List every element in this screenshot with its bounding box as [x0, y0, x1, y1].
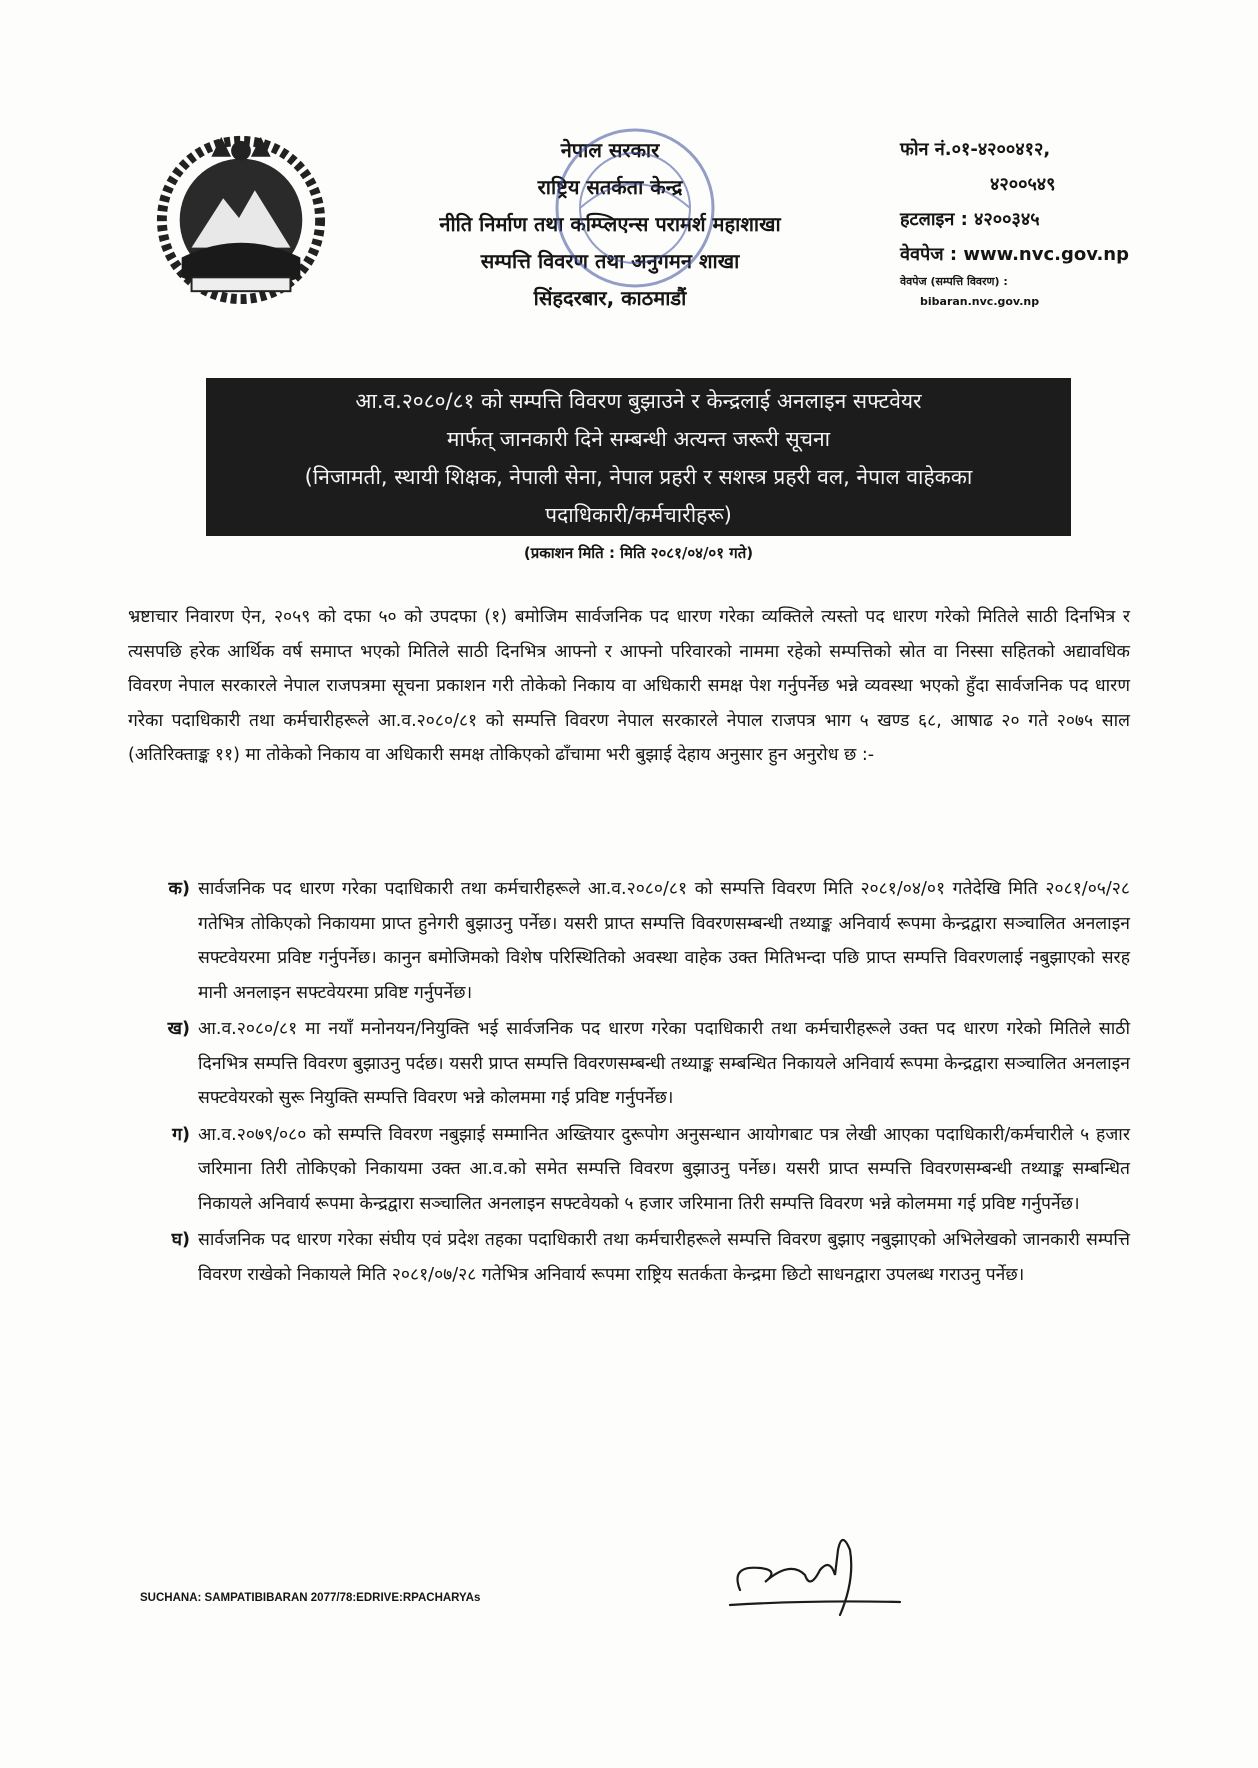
item-text: आ.व.२०८०/८१ मा नयाँ मनोनयन/नियुक्ति भई सार्वजनिक पद धारण गरेका पदाधिकारी तथा कर्मचारीहरूले उक्त पद धारण गरेको मितिले साठी दिनभित्र सम्पत्ति विवरण बुझाउनु पर्दछ। यसरी प्राप्त सम्पत्ति विवरणसम्बन्धी तथ्याङ्क सम्बन्धित निकायले अनिवार्य रूपमा केन्द्रद्वारा सञ्चालित अनलाइन सफ्टवेयरको सुरू नियुक्ति सम्पत्ति विवरण भन्ने कोलममा गई प्रविष्ट गर्नुपर्नेछ।: [198, 1019, 1130, 1108]
title-line: मार्फत् जानकारी दिने सम्बन्धी अत्यन्त जरूरी सूचना: [446, 427, 831, 451]
org-line: राष्ट्रिय सतर्कता केन्द्र: [537, 175, 683, 199]
office-stamp-icon: [540, 120, 730, 295]
asset-webpage-label: वेवपेज (सम्पत्ति विवरण) :: [900, 275, 1008, 288]
webpage: वेवपेज : www.nvc.gov.np: [900, 244, 1130, 265]
notice-title-banner: [206, 378, 1071, 536]
item-text: सार्वजनिक पद धारण गरेका पदाधिकारी तथा कर्मचारीहरूले आ.व.२०८०/८१ को सम्पत्ति विवरण मिति २०८१/०४/०१ गतेदेखि मिति २०८१/०५/२८ गतेभित्र तोकिएको निकायमा प्राप्त हुनेगरी बुझाउनु पर्नेछ। यसरी प्राप्त सम्पत्ति विवरणसम्बन्धी तथ्याङ्क अनिवार्य रूपमा केन्द्रद्वारा सञ्चालित अनलाइन सफ्टवेयरमा प्रविष्ट गर्नुपर्नेछ। कानुन बमोजिमको विशेष परिस्थितिको अवस्था वाहेक उक्त मितिभन्दा पछि प्राप्त सम्पत्ति विवरणलाई नबुझाएको सरह मानी अनलाइन सफ्टवेयरमा प्रविष्ट गर्नुपर्नेछ।: [198, 879, 1130, 1003]
item-marker: घ): [171, 1230, 190, 1250]
publication-date: (प्रकाशन मिति : मिति २०८१/०४/०१ गते): [523, 544, 754, 562]
item-text: सार्वजनिक पद धारण गरेका संघीय एवं प्रदेश तहका पदाधिकारी तथा कर्मचारीहरूले सम्पत्ति विवरण बुझाए नबुझाएको अभिलेखको जानकारी सम्पत्ति विवरण राखेको निकायले मिति २०८१/०७/२८ गतेभित्र अनिवार्य रूपमा राष्ट्रिय सतर्कता केन्द्रमा छिटो साधनद्वारा उपलब्ध गराउनु पर्नेछ।: [198, 1230, 1130, 1285]
nepal-emblem-icon: [152, 128, 330, 308]
title-line: आ.व.२०८०/८१ को सम्पत्ति विवरण बुझाउने र केन्द्रलाई अनलाइन सफ्टवेयर: [355, 389, 922, 413]
intro-paragraph: भ्रष्टाचार निवारण ऐन, २०५९ को दफा ५० को उपदफा (१) बमोजिम सार्वजनिक पद धारण गरेका व्यक्तिले त्यस्तो पद धारण गरेको मितिले साठी दिनभित्र र त्यसपछि हरेक आर्थिक वर्ष समाप्त भएको मितिले साठी दिनभित्र आफ्नो र आफ्नो परिवारको नाममा रहेको सम्पत्तिको स्रोत वा निस्सा सहितको अद्यावधिक विवरण नेपाल सरकारले नेपाल राजपत्रमा सूचना प्रकाशन गरी तोकेको निकाय वा अधिकारी समक्ष पेश गर्नुपर्नेछ भन्ने व्यवस्था भएको हुँदा सार्वजनिक पद धारण गरेका पदाधिकारी तथा कर्मचारीहरूले आ.व.२०८०/८१ को सम्पत्ति विवरण नेपाल सरकारले नेपाल राजपत्र भाग ५ खण्ड ६८, आषाढ २० गते २०७५ साल (अतिरिक्ताङ्क ११) मा तोकेको निकाय वा अधिकारी समक्ष तोकिएको ढाँचामा भरी बुझाई देहाय अनुसार हुन अनुरोध छ :-: [128, 607, 1130, 765]
list-item: [128, 872, 1130, 1010]
title-line: पदाधिकारी/कर्मचारीहरू): [545, 503, 732, 527]
signature-icon: [710, 1520, 930, 1630]
asset-webpage-url: bibaran.nvc.gov.np: [920, 295, 1040, 308]
list-item: [128, 1223, 1130, 1292]
org-line: सम्पत्ति विवरण तथा अनुगमन शाखा: [480, 249, 740, 273]
phone-line: फोन नं.०१-४२००४१२,: [900, 139, 1051, 160]
item-marker: ख): [167, 1019, 190, 1039]
hotline: हटलाइन : ४२००३४५: [900, 209, 1040, 230]
item-marker: ग): [172, 1124, 190, 1145]
instruction-list: [128, 872, 1130, 1292]
org-line: नीति निर्माण तथा कम्प्लिएन्स परामर्श महाशाखा: [439, 212, 781, 236]
title-line: (निजामती, स्थायी शिक्षक, नेपाली सेना, नेपाल प्रहरी र सशस्त्र प्रहरी वल, नेपाल वाहेकका: [304, 465, 973, 489]
file-reference: SUCHANA: SAMPATIBIBARAN 2077/78:EDRIVE:RPACHARYAs: [140, 1592, 481, 1604]
org-line: सिंहदरबार, काठमाडौं: [533, 286, 687, 310]
org-line: नेपाल सरकार: [560, 138, 660, 162]
contact-block: [900, 132, 1200, 312]
item-text: आ.व.२०७९/०८० को सम्पत्ति विवरण नबुझाई सम्मानित अख्तियार दुरूपोग अनुसन्धान आयोगबाट पत्र लेखी आएका पदाधिकारी/कर्मचारीले ५ हजार जरिमाना तिरी तोकिएको निकायमा उक्त आ.व.को समेत सम्पत्ति विवरण बुझाउनु पर्नेछ। यसरी प्राप्त सम्पत्ति विवरणसम्बन्धी तथ्याङ्क सम्बन्धित निकायले अनिवार्य रूपमा केन्द्रद्वारा सञ्चालित अनलाइन सफ्टवेयको ५ हजार जरिमाना तिरी सम्पत्ति विवरण भन्ने कोलममा गई प्रविष्ट गर्नुपर्नेछ।: [198, 1124, 1130, 1214]
phone-line-continued: ४२००५४९: [990, 174, 1056, 195]
item-marker: क): [168, 879, 190, 899]
list-item: [128, 1012, 1130, 1116]
list-item: [128, 1118, 1130, 1222]
